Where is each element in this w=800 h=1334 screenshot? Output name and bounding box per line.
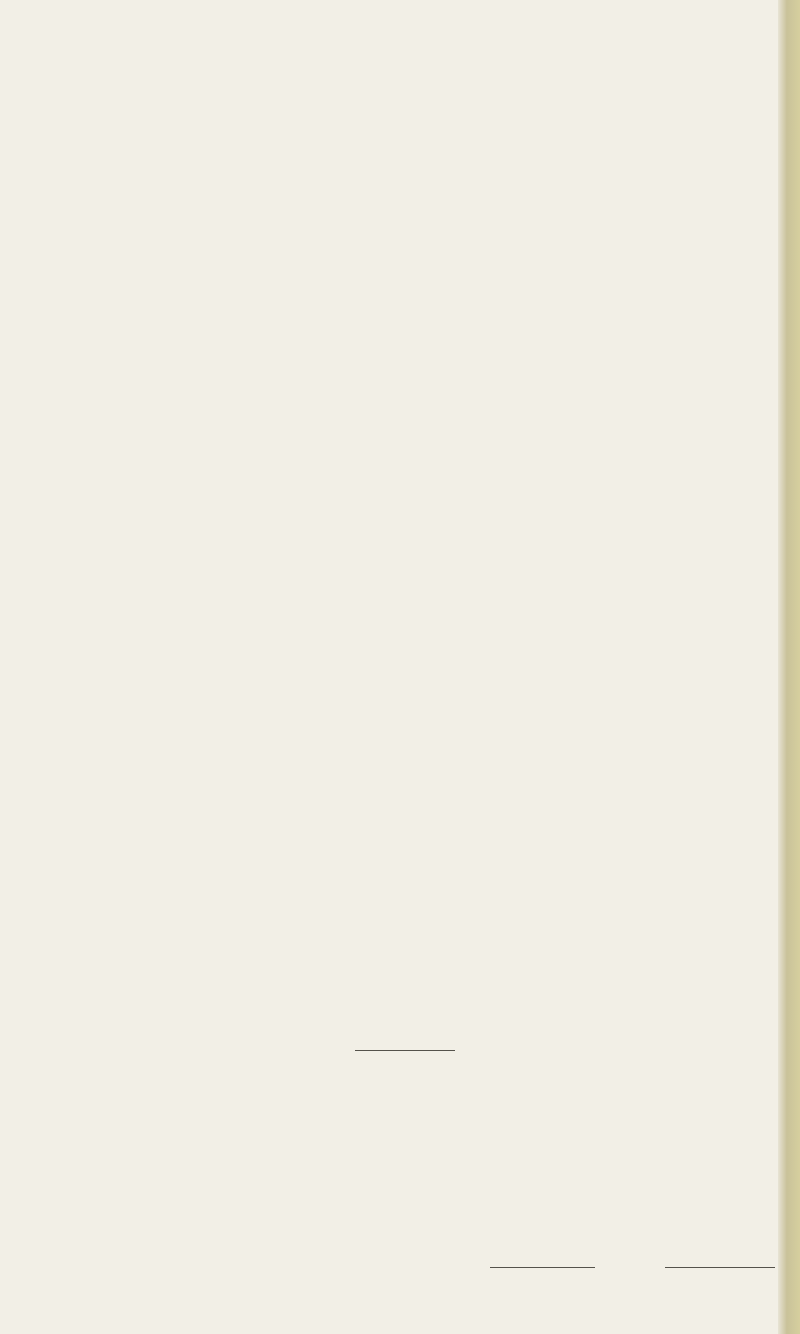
subs-total-rule	[490, 1267, 595, 1268]
hollams-subtotal-rule	[355, 1050, 455, 1051]
dons-total-rule	[665, 1267, 775, 1268]
page-edge	[778, 0, 800, 1334]
